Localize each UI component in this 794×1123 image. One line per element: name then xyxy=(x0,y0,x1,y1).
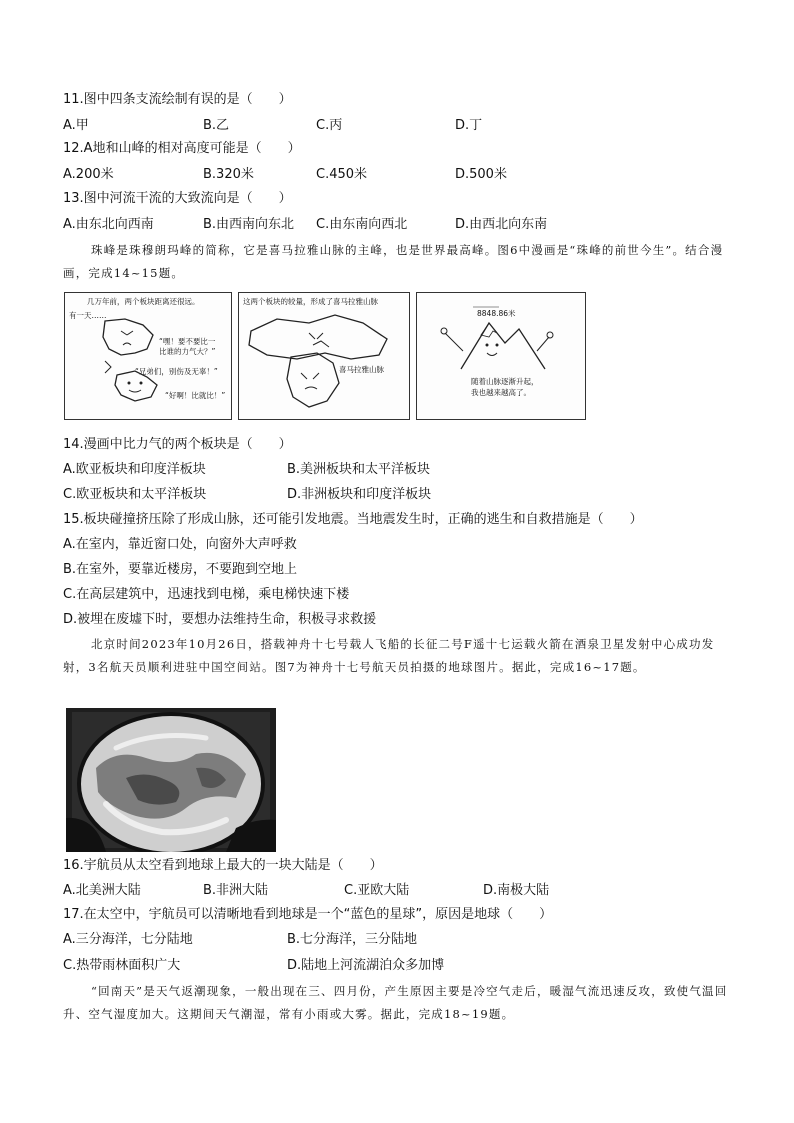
panel3-height: 8848.86米 xyxy=(477,309,516,318)
option-d[interactable]: D.500米 xyxy=(455,167,507,182)
option-d[interactable]: D.陆地上河流湖泊众多加博 xyxy=(287,958,445,973)
question-15-stem: 15.板块碰撞挤压除了形成山脉，还可能引发地震。当地震发生时，正确的逃生和自救措施是（ ） xyxy=(63,512,643,527)
panel1-bubble-3: “好啊！比就比！” xyxy=(165,391,226,400)
option-b[interactable]: B.乙 xyxy=(203,118,230,133)
question-14-stem: 14.漫画中比力气的两个板块是（ ） xyxy=(63,437,292,452)
option-d[interactable]: D.南极大陆 xyxy=(483,883,550,898)
option-b[interactable]: B.非洲大陆 xyxy=(203,883,269,898)
option-a[interactable]: A.甲 xyxy=(63,118,89,133)
comic-panel-2 xyxy=(238,292,410,420)
question-11-stem: 11.图中四条支流绘制有误的是（ ） xyxy=(63,92,292,107)
option-b[interactable]: B.320米 xyxy=(203,167,254,182)
intro-14-15: 珠峰是珠穆朗玛峰的简称，它是喜马拉雅山脉的主峰，也是世界最高峰。图6中漫画是“珠峰的前世今生”。结合漫画，完成14~15题。 xyxy=(63,243,724,280)
comic-panel-1 xyxy=(64,292,232,420)
option-b[interactable]: B.七分海洋，三分陆地 xyxy=(287,932,418,947)
panel2-caption: 这两个板块的较量，形成了喜马拉雅山脉 xyxy=(243,297,378,306)
panel1-day: 有一天…… xyxy=(69,311,107,320)
option-c[interactable]: C.在高层建筑中，迅速找到电梯，乘电梯快速下楼 xyxy=(63,587,350,602)
option-c[interactable]: C.丙 xyxy=(316,118,343,133)
option-b[interactable]: B.在室外，要靠近楼房，不要跑到空地上 xyxy=(63,562,298,577)
option-d[interactable]: D.被埋在废墟下时，要想办法维持生命，积极寻求救援 xyxy=(63,612,377,627)
option-c[interactable]: C.亚欧大陆 xyxy=(344,883,410,898)
earth-photo-image xyxy=(66,708,276,852)
panel2-label: 喜马拉雅山脉 xyxy=(339,365,384,374)
option-d[interactable]: D.非洲板块和印度洋板块 xyxy=(287,487,432,502)
question-12-stem: 12.A地和山峰的相对高度可能是（ ） xyxy=(63,141,301,156)
panel3-text-2: 我也越来越高了。 xyxy=(471,388,531,397)
option-a[interactable]: A.200米 xyxy=(63,167,114,182)
option-c[interactable]: C.450米 xyxy=(316,167,368,182)
option-a[interactable]: A.在室内，靠近窗口处，向窗外大声呼救 xyxy=(63,537,297,552)
question-16-stem: 16.宇航员从太空看到地球上最大的一块大陆是（ ） xyxy=(63,858,383,873)
earth-photo-figure-7 xyxy=(66,708,276,852)
panel1-bubble-1b: 比谁的力气大？” xyxy=(159,347,216,356)
option-a[interactable]: A.三分海洋，七分陆地 xyxy=(63,932,193,947)
intro-18-19: “回南天”是天气返潮现象，一般出现在三、四月份，产生原因主要是冷空气走后，暖湿气流迅速反攻，致使气温回升、空气湿度加大。这期间天气潮湿，常有小雨或大雾。据此，完成18~19题。 xyxy=(63,984,728,1021)
option-a[interactable]: A.由东北向西南 xyxy=(63,217,154,232)
comic-figure-6 xyxy=(64,292,586,420)
option-b[interactable]: B.由西南向东北 xyxy=(203,217,295,232)
option-d[interactable]: D.由西北向东南 xyxy=(455,217,548,232)
plates-collision-drawing xyxy=(239,293,409,419)
option-d[interactable]: D.丁 xyxy=(455,118,483,133)
option-a[interactable]: A.北美洲大陆 xyxy=(63,883,141,898)
option-b[interactable]: B.美洲板块和太平洋板块 xyxy=(287,462,431,477)
panel1-bubble-2: “兄弟们，别伤及无辜！” xyxy=(135,367,218,376)
question-17-stem: 17.在太空中，宇航员可以清晰地看到地球是一个“蓝色的星球”，原因是地球（ ） xyxy=(63,907,553,922)
panel3-text-1: 随着山脉逐渐升起， xyxy=(471,377,539,386)
option-c[interactable]: C.欧亚板块和太平洋板块 xyxy=(63,487,207,502)
panel1-caption: 几万年前，两个板块距离还很远。 xyxy=(87,297,200,306)
intro-16-17: 北京时间2023年10月26日，搭载神舟十七号载人飞船的长征二号F遥十七运载火箭在酒泉卫星发射中心成功发射，3名航天员顺利进驻中国空间站。图7为神舟十七号航天员拍摄的地球图片。据此，完成16~17题。 xyxy=(63,637,715,674)
option-a[interactable]: A.欧亚板块和印度洋板块 xyxy=(63,462,206,477)
comic-panel-3 xyxy=(416,292,586,420)
question-13-stem: 13.图中河流干流的大致流向是（ ） xyxy=(63,191,292,206)
panel1-bubble-1a: “嘿！要不要比一 xyxy=(159,337,216,346)
option-c[interactable]: C.热带雨林面积广大 xyxy=(63,958,181,973)
option-c[interactable]: C.由东南向西北 xyxy=(316,217,408,232)
